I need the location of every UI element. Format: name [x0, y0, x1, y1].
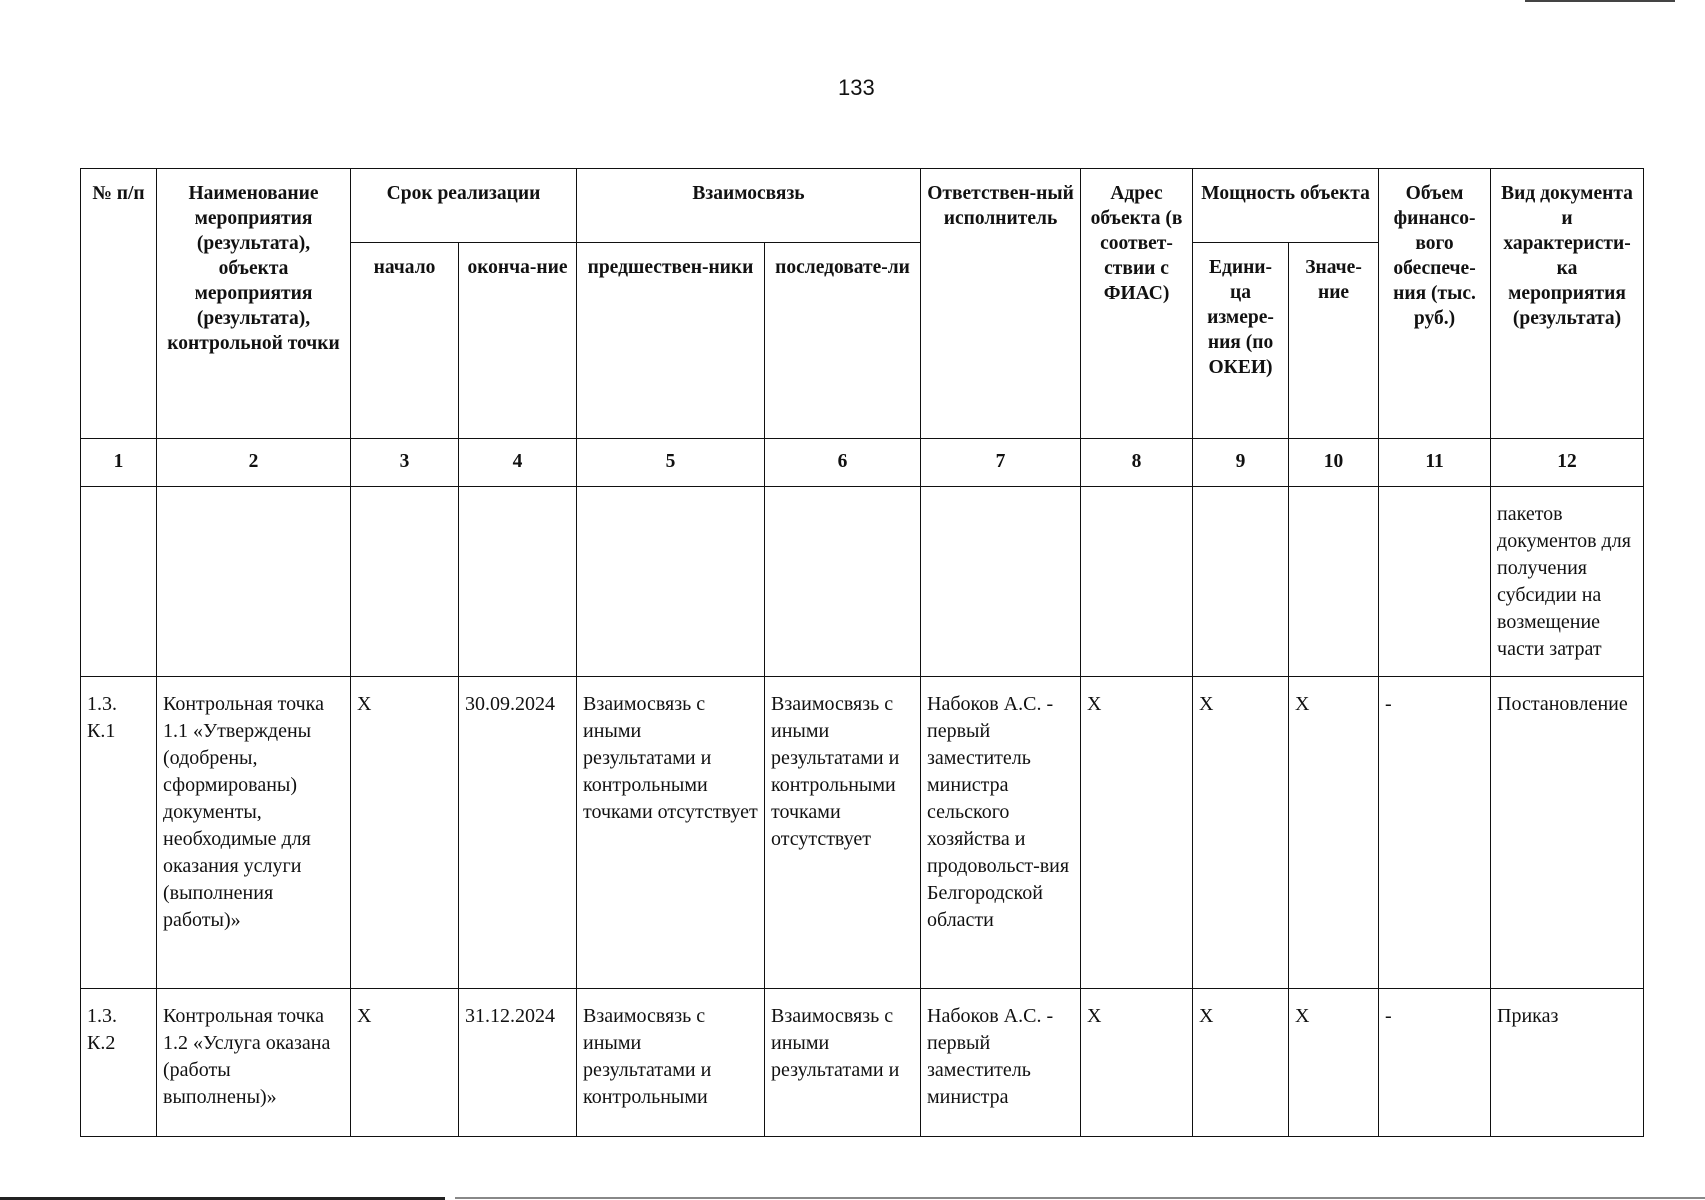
column-number: 7 [921, 439, 1081, 487]
header-end: оконча-ние [459, 243, 577, 439]
cell-number: 1.3. К.2 [81, 989, 157, 1137]
cell-address: X [1081, 989, 1193, 1137]
cell-unit [1193, 487, 1289, 677]
column-number: 9 [1193, 439, 1289, 487]
header-successors: последовате-ли [765, 243, 921, 439]
table-body [81, 487, 1644, 1137]
cell-predecessors: Взаимосвязь с иными результатами и контрольными [577, 989, 765, 1137]
header-finance: Объем финансо-вого обеспече-ния (тыс. руб.) [1379, 169, 1491, 439]
cell-predecessors: Взаимосвязь с иными результатами и контрольными точками отсутствует [577, 677, 765, 989]
header-responsible: Ответствен-ный исполнитель [921, 169, 1081, 439]
header-period-group: Срок реализации [351, 169, 577, 243]
column-number: 2 [157, 439, 351, 487]
cell-value: X [1289, 677, 1379, 989]
cell-name: Контрольная точка 1.1 «Утверждены (одобрены, сформированы) документы, необходимые для оказания услуги (выполнения работы)» [157, 677, 351, 989]
header-unit: Едини-ца измере-ния (по ОКЕИ) [1193, 243, 1289, 439]
header-predecessors: предшествен-ники [577, 243, 765, 439]
cell-responsible: Набоков А.С. - первый заместитель министра сельского хозяйства и продовольст-вия Белгородской области [921, 677, 1081, 989]
cell-responsible [921, 487, 1081, 677]
column-number: 1 [81, 439, 157, 487]
header-number: № п/п [81, 169, 157, 439]
column-number: 12 [1491, 439, 1644, 487]
header-value: Значе-ние [1289, 243, 1379, 439]
cell-name: Контрольная точка 1.2 «Услуга оказана (работы выполнены)» [157, 989, 351, 1137]
column-number: 8 [1081, 439, 1193, 487]
table-row [81, 487, 1644, 677]
cell-value [1289, 487, 1379, 677]
table-row [81, 677, 1644, 989]
table-row [81, 989, 1644, 1137]
cell-number [81, 487, 157, 677]
cell-start: X [351, 989, 459, 1137]
cell-finance: - [1379, 989, 1491, 1137]
cell-document: Постановление [1491, 677, 1644, 989]
cell-successors: Взаимосвязь с иными результатами и [765, 989, 921, 1137]
cell-finance: - [1379, 677, 1491, 989]
cell-end: 30.09.2024 [459, 677, 577, 989]
column-number: 4 [459, 439, 577, 487]
header-capacity-group: Мощность объекта [1193, 169, 1379, 243]
cell-successors [765, 487, 921, 677]
cell-unit: X [1193, 989, 1289, 1137]
column-number: 10 [1289, 439, 1379, 487]
header-document: Вид документа и характеристи-ка мероприятия (результата) [1491, 169, 1644, 439]
table-header [81, 169, 1644, 487]
column-number: 11 [1379, 439, 1491, 487]
cell-end: 31.12.2024 [459, 989, 577, 1137]
top-edge-line [1525, 0, 1675, 2]
cell-responsible: Набоков А.С. - первый заместитель министра [921, 989, 1081, 1137]
control-points-table [80, 168, 1644, 1137]
cell-number: 1.3. К.1 [81, 677, 157, 989]
page-number-text: 133 [838, 75, 875, 100]
column-number: 3 [351, 439, 459, 487]
header-start: начало [351, 243, 459, 439]
bottom-edge-line-faint [455, 1197, 1705, 1199]
header-address: Адрес объекта (в соответ-ствии с ФИАС) [1081, 169, 1193, 439]
cell-start: X [351, 677, 459, 989]
cell-successors: Взаимосвязь с иными результатами и контрольными точками отсутствует [765, 677, 921, 989]
cell-end [459, 487, 577, 677]
header-link-group: Взаимосвязь [577, 169, 921, 243]
cell-finance [1379, 487, 1491, 677]
cell-predecessors [577, 487, 765, 677]
cell-document: Приказ [1491, 989, 1644, 1137]
header-name: Наименование мероприятия (результата), объекта мероприятия (результата), контрольной точки [157, 169, 351, 439]
cell-address [1081, 487, 1193, 677]
cell-address: X [1081, 677, 1193, 989]
column-number: 5 [577, 439, 765, 487]
cell-document: пакетов документов для получения субсидии на возмещение части затрат [1491, 487, 1644, 677]
cell-unit: X [1193, 677, 1289, 989]
cell-value: X [1289, 989, 1379, 1137]
cell-start [351, 487, 459, 677]
column-number-row [81, 439, 1644, 487]
cell-name [157, 487, 351, 677]
column-number: 6 [765, 439, 921, 487]
